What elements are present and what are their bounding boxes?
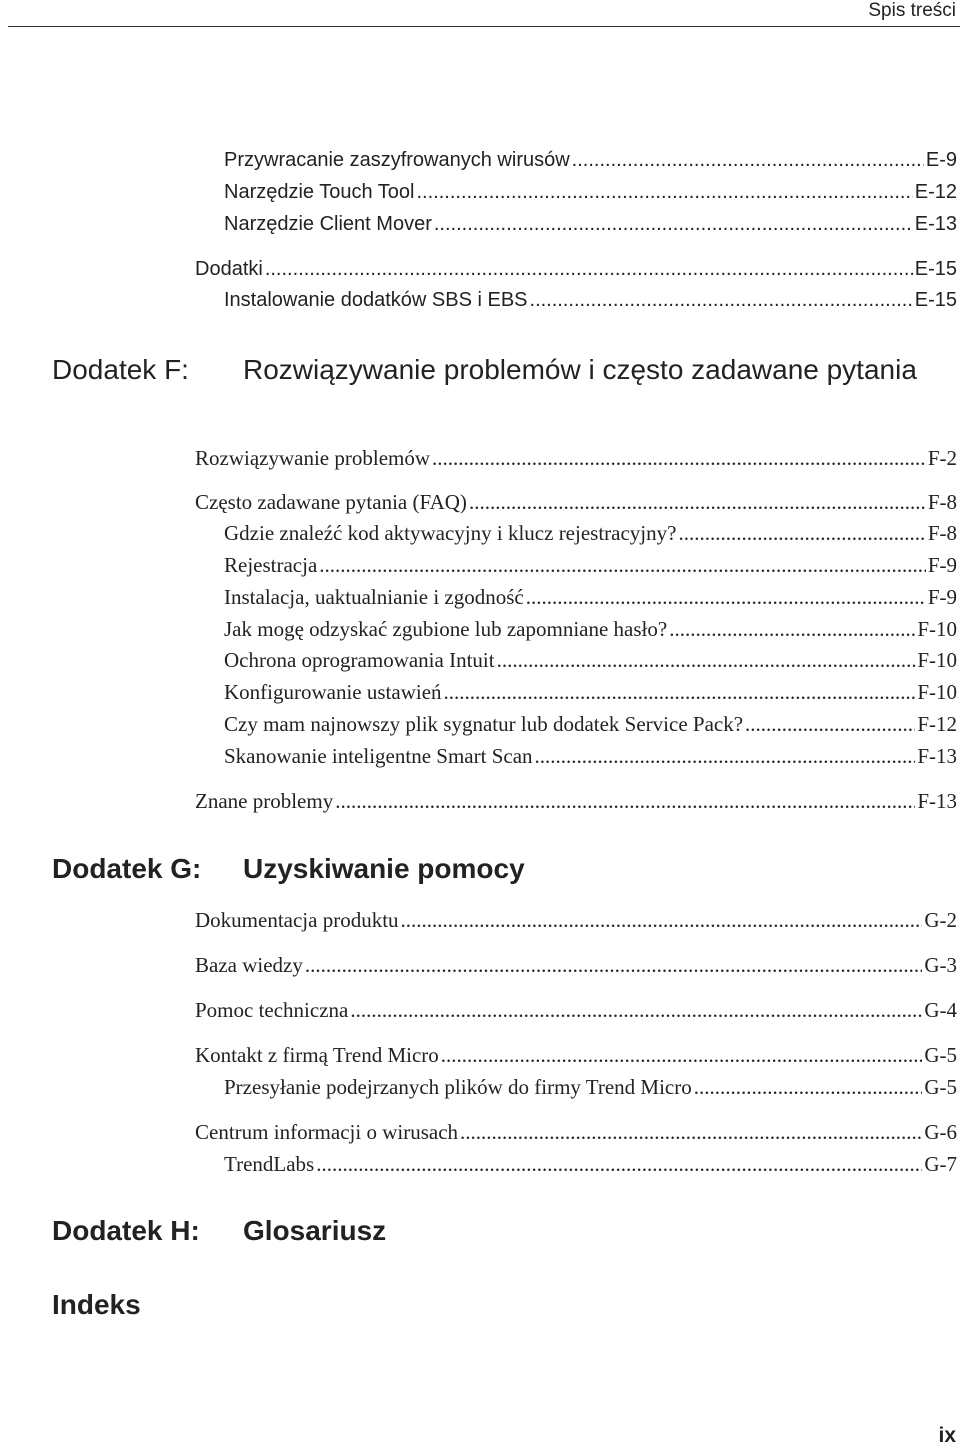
running-header: Spis treści — [868, 0, 956, 21]
toc-entry[interactable]: Narzędzie Client Mover ..... E-13 — [224, 211, 957, 237]
toc-entry[interactable]: Instalowanie dodatków SBS i EBS ..... E-15 — [224, 287, 957, 313]
toc-entry[interactable]: Gdzie znaleźć kod aktywacyjny i klucz rejestracyjny? ..... F-8 — [224, 520, 957, 546]
chapter-heading-g[interactable]: Dodatek G: Uzyskiwanie pomocy — [52, 853, 525, 884]
toc-entry[interactable]: Pomoc techniczna ..... G-4 — [195, 997, 957, 1023]
toc-entry[interactable]: Dodatki ..... E-15 — [195, 256, 957, 282]
toc-entry[interactable]: Centrum informacji o wirusach ..... G-6 — [195, 1119, 957, 1145]
chapter-heading-f[interactable]: Dodatek F: Rozwiązywanie problemów i często zadawane pytania — [52, 354, 917, 385]
toc-entry[interactable]: Dokumentacja produktu ..... G-2 — [195, 907, 957, 933]
toc-entry[interactable]: Rozwiązywanie problemów ..... F-2 — [195, 445, 957, 471]
toc-entry[interactable]: Czy mam najnowszy plik sygnatur lub dodatek Service Pack? ..... F-12 — [224, 711, 957, 737]
toc-entry[interactable]: Przesyłanie podejrzanych plików do firmy Trend Micro ..... G-5 — [224, 1074, 957, 1100]
chapter-heading-h[interactable]: Dodatek H: Glosariusz — [52, 1215, 387, 1246]
page-number: ix — [938, 1424, 956, 1447]
toc-entry[interactable]: Baza wiedzy ..... G-3 — [195, 952, 957, 978]
toc-entry[interactable]: Rejestracja ..... F-9 — [224, 552, 957, 578]
toc-entry[interactable]: TrendLabs ..... G-7 — [224, 1151, 957, 1177]
toc-entry[interactable]: Konfigurowanie ustawień ..... F-10 — [224, 679, 957, 705]
toc-entry[interactable]: Skanowanie inteligentne Smart Scan ..... F-13 — [224, 743, 957, 769]
toc-entry[interactable]: Znane problemy ..... F-13 — [195, 788, 957, 814]
toc-entry[interactable]: Instalacja, uaktualnianie i zgodność ..... F-9 — [224, 584, 957, 610]
toc-entry[interactable]: Narzędzie Touch Tool ..... E-12 — [224, 179, 957, 205]
toc-entry[interactable]: Jak mogę odzyskać zgubione lub zapomniane hasło? ..... F-10 — [224, 616, 957, 642]
toc-entry[interactable]: Często zadawane pytania (FAQ) ..... F-8 — [195, 489, 957, 515]
toc-entry[interactable]: Ochrona oprogramowania Intuit ..... F-10 — [224, 647, 957, 673]
index-heading[interactable]: Indeks — [52, 1289, 141, 1320]
toc-entry[interactable]: Przywracanie zaszyfrowanych wirusów ..... E-9 — [224, 147, 957, 173]
toc-entry[interactable]: Kontakt z firmą Trend Micro ..... G-5 — [195, 1042, 957, 1068]
